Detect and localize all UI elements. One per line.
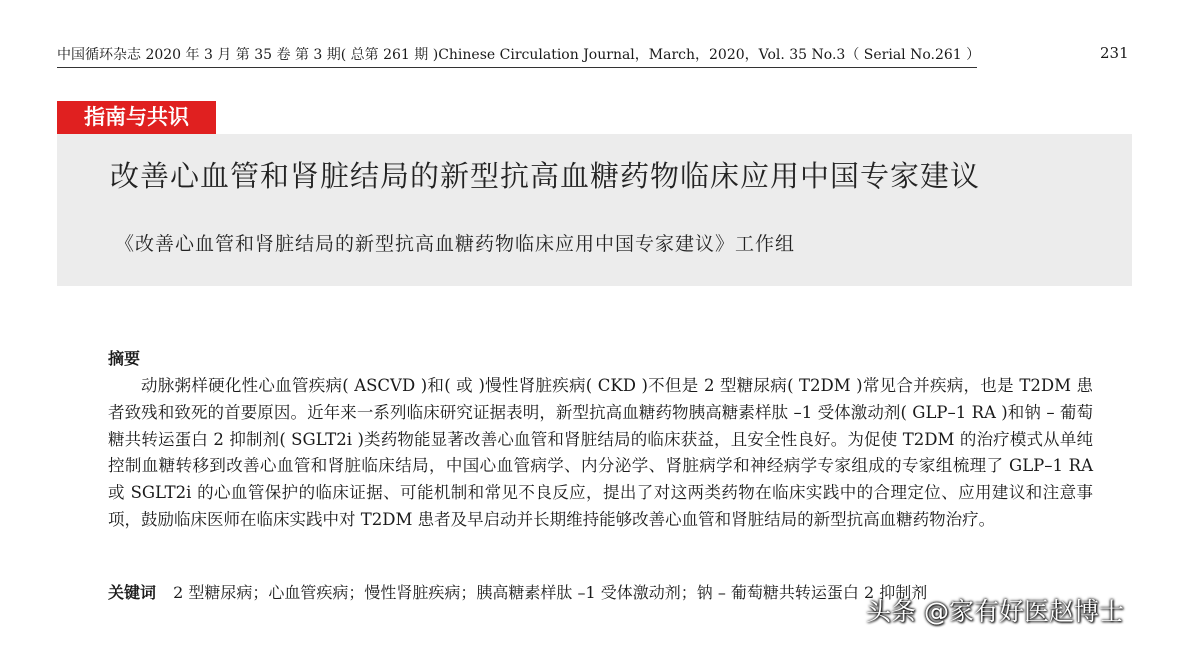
abstract-body: 动脉粥样硬化性心血管疾病( ASCVD )和( 或 )慢性肾脏疾病( CKD )不但是 2 型糖尿病( T2DM )常见合并疾病，也是 T2DM 患者致残和致死的首要原因。近年来一系列临床研究证据表明，新型抗高血糖药物胰高糖素样肽 –1 受体激动剂( GLP–1 RA )和钠 – 葡萄糖共转运蛋白 2 抑制剂( SGLT2i )类药物能显著改善心血管和肾脏结局的临床获益，且安全性良好。为促使 T2DM 的治疗模式从单纯控制血糖转移到改善心血管和肾脏临床结局，中国心血管病学、内分泌学、肾脏病学和神经病学专家组成的专家组梳理了 GLP–1 RA 或 SGLT2i 的心血管保护的临床证据、可能机制和常见不良反应，提出了对这两类药物在临床实践中的合理定位、应用建议和注意事项，鼓励临床医师在临床实践中对 T2DM 患者及早启动并长期维持能够改善心血管和肾脏结局的新型抗高血糖药物治疗。 xyxy=(108,376,1093,529)
keywords-label: 关键词 xyxy=(108,583,157,602)
abstract-heading: 摘要 xyxy=(108,349,141,368)
page-number: 231 xyxy=(1100,44,1129,62)
section-tag: 指南与共识 xyxy=(57,101,216,134)
keywords xyxy=(108,580,927,603)
keywords-text: 2 型糖尿病；心血管疾病；慢性肾脏疾病；胰高糖素样肽 –1 受体激动剂；钠 – 葡萄糖共转运蛋白 2 抑制剂 xyxy=(173,583,928,602)
running-head: 中国循环杂志 2020 年 3 月 第 35 卷 第 3 期( 总第 261 期 )Chinese Circulation Journal，March，2020，Vol. 35 No.3（ Serial No.261 ） xyxy=(57,44,977,68)
article-authors: 《改善心血管和肾脏结局的新型抗高血糖药物临床应用中国专家建议》工作组 xyxy=(115,233,796,255)
watermark: 头条 @家有好医赵博士 xyxy=(866,597,1124,626)
title-block xyxy=(57,134,1132,286)
article-title: 改善心血管和肾脏结局的新型抗高血糖药物临床应用中国专家建议 xyxy=(110,159,981,193)
